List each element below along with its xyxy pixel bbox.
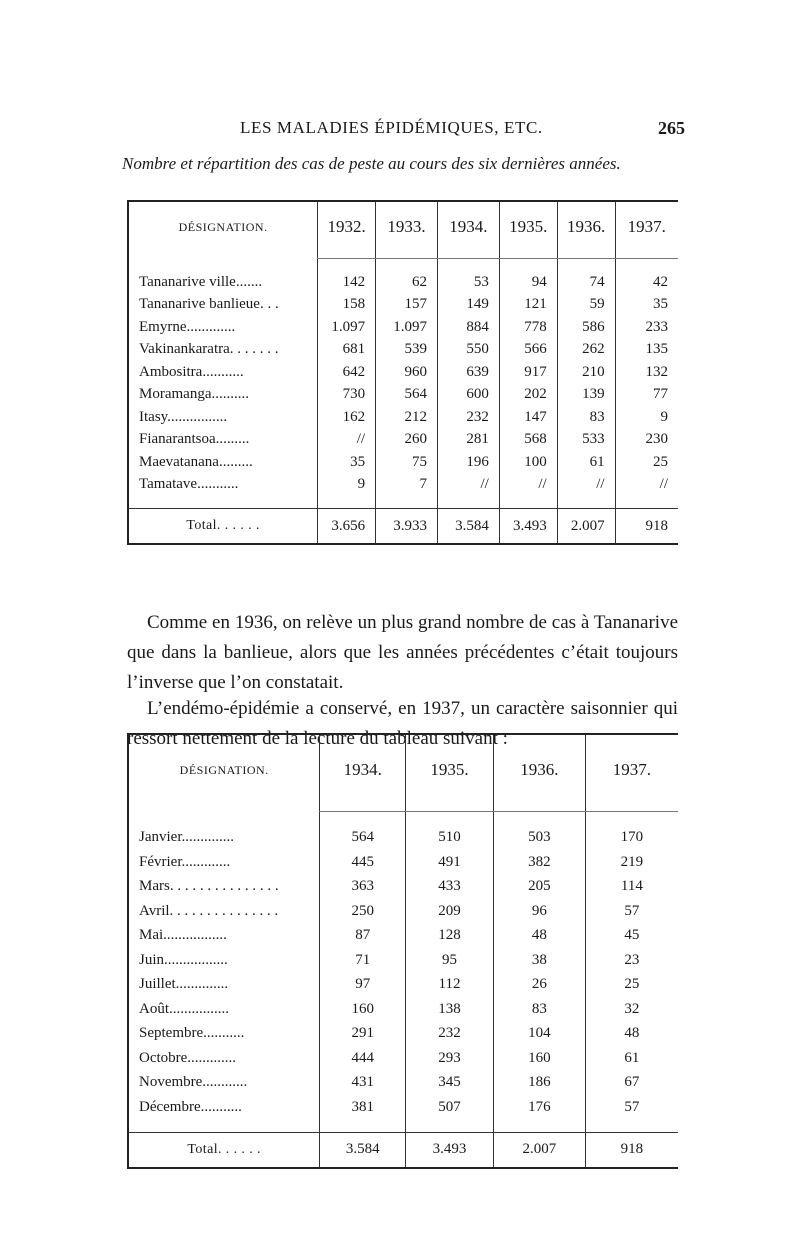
table-row: [128, 924, 678, 949]
cell-value: 135: [615, 339, 678, 362]
row-label: Ambositra...........: [139, 363, 244, 380]
cell-value: 681: [318, 339, 376, 362]
total-row: [128, 1132, 678, 1168]
cell-value: 960: [376, 361, 438, 384]
designation-header: DÉSIGNATION.: [179, 762, 269, 777]
cell-value: 38: [493, 948, 585, 973]
table-row: [128, 451, 678, 474]
row-label: Juin.................: [139, 951, 228, 968]
cell-value: 160: [493, 1046, 585, 1071]
cell-value: 233: [615, 316, 678, 339]
total-value: 2.007: [557, 509, 615, 545]
total-value: 3.933: [376, 509, 438, 545]
cell-value: 138: [406, 997, 494, 1022]
table-caption: Nombre et répartition des cas de peste au cours des six dernières années.: [122, 154, 621, 173]
cell-value: //: [499, 474, 557, 497]
cell-value: 491: [406, 850, 494, 875]
total-value: 3.656: [318, 509, 376, 545]
cell-value: 566: [499, 339, 557, 362]
table-row: [128, 997, 678, 1022]
cell-value: 95: [406, 948, 494, 973]
page-number: 265: [658, 118, 685, 138]
cell-value: 71: [320, 948, 406, 973]
table-row: [128, 973, 678, 998]
cell-value: 884: [437, 316, 499, 339]
cell-value: 94: [499, 271, 557, 294]
total-row: [128, 509, 678, 545]
cell-value: 25: [585, 973, 678, 998]
table-row: [128, 429, 678, 452]
cell-value: 158: [318, 294, 376, 317]
cell-value: 381: [320, 1095, 406, 1120]
cell-value: 232: [437, 406, 499, 429]
running-title: LES MALADIES ÉPIDÉMIQUES, ETC.: [240, 118, 543, 137]
cell-value: 83: [493, 997, 585, 1022]
cell-value: 345: [406, 1071, 494, 1096]
year-header: 1936.: [493, 734, 585, 805]
cell-value: 262: [557, 339, 615, 362]
cell-value: 445: [320, 850, 406, 875]
cell-value: 121: [499, 294, 557, 317]
paragraph: L’endémo-épidémie a conservé, en 1937, un caractère saisonnier qui ressort nettement de la lecture du tableau suivant :: [127, 698, 678, 749]
cell-value: 503: [493, 826, 585, 851]
cell-value: 210: [557, 361, 615, 384]
table-row: [128, 948, 678, 973]
cell-value: 444: [320, 1046, 406, 1071]
row-label: Juillet..............: [139, 976, 229, 993]
cell-value: 142: [318, 271, 376, 294]
cell-value: 293: [406, 1046, 494, 1071]
cell-value: 202: [499, 384, 557, 407]
total-label: Total. . . . . .: [128, 1132, 320, 1168]
cell-value: 35: [318, 451, 376, 474]
table-row: [128, 271, 678, 294]
cell-value: 160: [320, 997, 406, 1022]
cell-value: 59: [557, 294, 615, 317]
cell-value: 97: [320, 973, 406, 998]
year-header: 1936.: [557, 201, 615, 252]
cell-value: 382: [493, 850, 585, 875]
year-header: 1937.: [615, 201, 678, 252]
cell-value: 157: [376, 294, 438, 317]
total-value: 2.007: [493, 1132, 585, 1168]
row-label: Itasy................: [139, 408, 228, 425]
cell-value: 61: [557, 451, 615, 474]
cell-value: 57: [585, 899, 678, 924]
row-label: Décembre...........: [139, 1098, 242, 1115]
table-rows: [128, 826, 678, 1120]
cell-value: 778: [499, 316, 557, 339]
table-row: [128, 1095, 678, 1120]
table-row: [128, 316, 678, 339]
cell-value: //: [437, 474, 499, 497]
total-value: 3.493: [499, 509, 557, 545]
cell-value: 25: [615, 451, 678, 474]
row-label: Tamatave...........: [139, 476, 239, 493]
row-label: Février.............: [139, 853, 231, 870]
cell-value: 564: [376, 384, 438, 407]
cell-value: 250: [320, 899, 406, 924]
row-label: Maevatanana.........: [139, 453, 253, 470]
cell-value: 139: [557, 384, 615, 407]
cell-value: //: [318, 429, 376, 452]
cell-value: 112: [406, 973, 494, 998]
cell-value: 281: [437, 429, 499, 452]
year-header: 1933.: [376, 201, 438, 252]
table-row: [128, 1022, 678, 1047]
cell-value: 114: [585, 875, 678, 900]
total-value: 3.584: [320, 1132, 406, 1168]
year-header: 1935.: [499, 201, 557, 252]
cell-value: 205: [493, 875, 585, 900]
table-row: [128, 899, 678, 924]
table-row: [128, 474, 678, 497]
cell-value: 74: [557, 271, 615, 294]
cell-value: 75: [376, 451, 438, 474]
cell-value: 291: [320, 1022, 406, 1047]
cell-value: 26: [493, 973, 585, 998]
cell-value: 48: [493, 924, 585, 949]
cell-value: 67: [585, 1071, 678, 1096]
row-label: Vakinankaratra. . . . . . .: [139, 341, 279, 358]
cell-value: //: [615, 474, 678, 497]
table-row: [128, 294, 678, 317]
table-row: [128, 384, 678, 407]
cell-value: 533: [557, 429, 615, 452]
year-header: 1937.: [585, 734, 678, 805]
cell-value: 7: [376, 474, 438, 497]
row-label: Tananarive ville.......: [139, 273, 263, 290]
cell-value: 87: [320, 924, 406, 949]
table-row: [128, 1046, 678, 1071]
cell-value: 77: [615, 384, 678, 407]
cell-value: 730: [318, 384, 376, 407]
table-row: [128, 850, 678, 875]
cell-value: 260: [376, 429, 438, 452]
row-label: Août................: [139, 1000, 229, 1017]
cell-value: 507: [406, 1095, 494, 1120]
cell-value: 132: [615, 361, 678, 384]
cell-value: 1.097: [376, 316, 438, 339]
table-rows: [128, 271, 678, 496]
cell-value: 48: [585, 1022, 678, 1047]
cell-value: 510: [406, 826, 494, 851]
cell-value: 83: [557, 406, 615, 429]
cell-value: 9: [615, 406, 678, 429]
cell-value: 232: [406, 1022, 494, 1047]
cell-value: 176: [493, 1095, 585, 1120]
cell-value: 42: [615, 271, 678, 294]
cell-value: 147: [499, 406, 557, 429]
cell-value: 196: [437, 451, 499, 474]
table-row: [128, 826, 678, 851]
cell-value: 1.097: [318, 316, 376, 339]
cell-value: 568: [499, 429, 557, 452]
cell-value: 642: [318, 361, 376, 384]
cell-value: //: [557, 474, 615, 497]
paragraph: Comme en 1936, on relève un plus grand nombre de cas à Tananarive que dans la banlieue, alors que les années précédentes c’était toujours l’inverse que l’on constatait.: [127, 612, 678, 693]
cell-value: 61: [585, 1046, 678, 1071]
row-label: Septembre...........: [139, 1025, 245, 1042]
cell-value: 639: [437, 361, 499, 384]
cell-value: 45: [585, 924, 678, 949]
table-row: [128, 361, 678, 384]
plague-cases-by-district-table: [127, 200, 678, 545]
cell-value: 57: [585, 1095, 678, 1120]
table-body: [128, 252, 678, 271]
cell-value: 9: [318, 474, 376, 497]
row-label: Mai.................: [139, 927, 227, 944]
cell-value: 586: [557, 316, 615, 339]
row-label: Avril. . . . . . . . . . . . . . .: [139, 902, 279, 919]
designation-header: DÉSIGNATION.: [178, 219, 268, 234]
cell-value: 917: [499, 361, 557, 384]
year-header: 1934.: [320, 734, 406, 805]
total-value: 918: [615, 509, 678, 545]
year-header: 1932.: [318, 201, 376, 252]
cell-value: 100: [499, 451, 557, 474]
row-label: Fianarantsoa.........: [139, 431, 250, 448]
cell-value: 209: [406, 899, 494, 924]
row-label: Mars. . . . . . . . . . . . . . .: [139, 878, 279, 895]
row-label: Tananarive banlieue. . .: [139, 296, 279, 313]
total-value: 918: [585, 1132, 678, 1168]
cell-value: 32: [585, 997, 678, 1022]
cell-value: 170: [585, 826, 678, 851]
cell-value: 186: [493, 1071, 585, 1096]
cell-value: 128: [406, 924, 494, 949]
cell-value: 62: [376, 271, 438, 294]
cell-value: 149: [437, 294, 499, 317]
cell-value: 212: [376, 406, 438, 429]
cell-value: 23: [585, 948, 678, 973]
cell-value: 53: [437, 271, 499, 294]
cell-value: 104: [493, 1022, 585, 1047]
cell-value: 539: [376, 339, 438, 362]
year-header: 1934.: [437, 201, 499, 252]
cell-value: 35: [615, 294, 678, 317]
cell-value: 550: [437, 339, 499, 362]
total-value: 3.493: [406, 1132, 494, 1168]
row-label: Octobre.............: [139, 1049, 237, 1066]
table-row: [128, 339, 678, 362]
row-label: Janvier..............: [139, 829, 234, 846]
row-label: Novembre............: [139, 1074, 248, 1091]
running-header: [240, 118, 685, 144]
table-row: [128, 875, 678, 900]
cell-value: 433: [406, 875, 494, 900]
cell-value: 431: [320, 1071, 406, 1096]
cell-value: 162: [318, 406, 376, 429]
total-value: 3.584: [437, 509, 499, 545]
row-label: Emyrne.............: [139, 318, 236, 335]
total-label: Total. . . . . .: [128, 509, 318, 545]
cell-value: 564: [320, 826, 406, 851]
cell-value: 96: [493, 899, 585, 924]
cell-value: 230: [615, 429, 678, 452]
plague-cases-by-month-table: [127, 733, 678, 1169]
cell-value: 363: [320, 875, 406, 900]
cell-value: 219: [585, 850, 678, 875]
table-row: [128, 406, 678, 429]
cell-value: 600: [437, 384, 499, 407]
row-label: Moramanga..........: [139, 386, 249, 403]
year-header: 1935.: [406, 734, 494, 805]
table-row: [128, 1071, 678, 1096]
